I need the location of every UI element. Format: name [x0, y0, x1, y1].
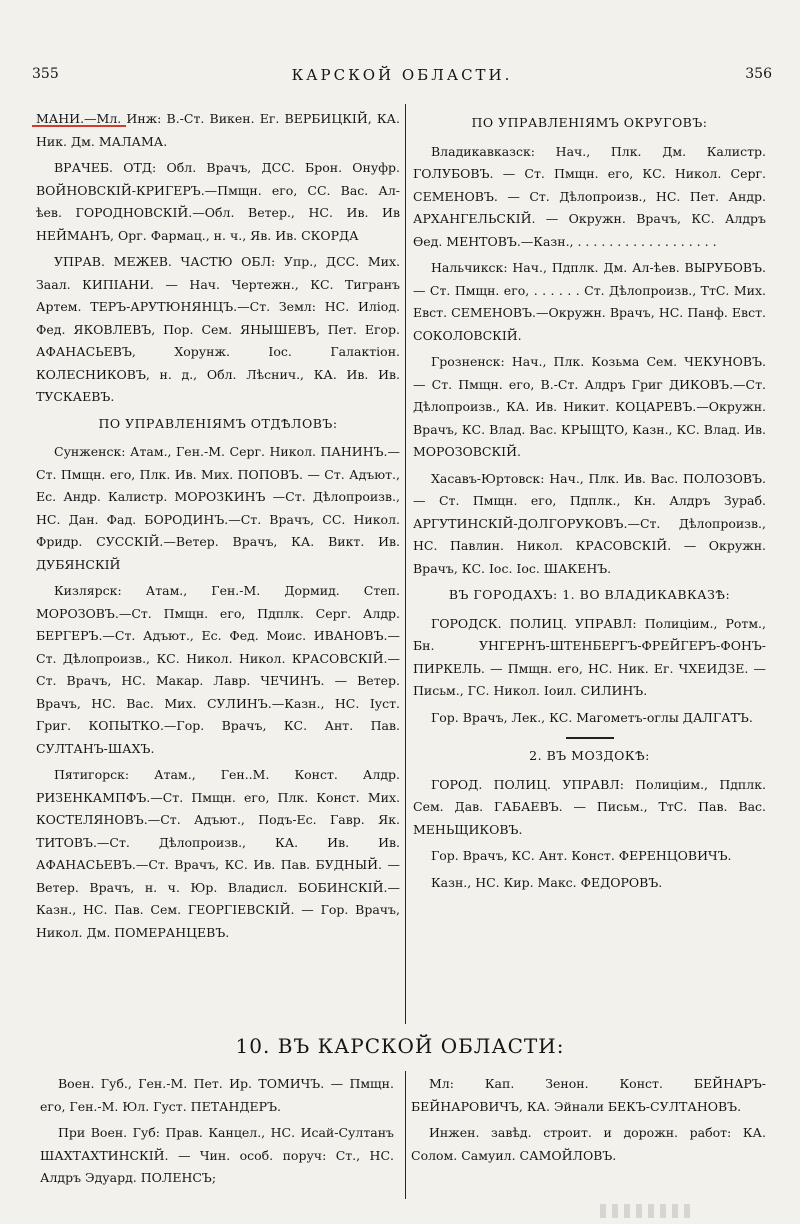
- page-number-right: 356: [745, 66, 772, 82]
- bottom-left-column: [40, 1073, 394, 1194]
- paragraph: МАНИ.—Мл. Инж: В.-Ст. Викен. Ег. ВЕРБИЦКІЙ, КА. Ник. Дм. МАЛАМА.: [36, 111, 400, 149]
- column-divider-bottom: [405, 1071, 406, 1199]
- running-title: КАРСКОЙ ОБЛАСТИ.: [291, 66, 513, 84]
- paragraph: Владикавказск: Нач., Плк. Дм. Калистр. ГОЛУБОВЪ. — Ст. Пмщн. его, КС. Никол. Серг. СЕМЕНОВЪ. — Ст. Дѣлопроизв., НС. Пет. Андр. АРХАНГЕЛЬСКІЙ. — Окружн. Врачъ, КС. Алдръ Ѳед. МЕНТОВЪ.—Казн., . . . . . . . . . . . . . . . . . .: [413, 143, 766, 249]
- paragraph: Сунженск: Атам., Ген.-М. Серг. Никол. ПАНИНЪ.—Ст. Пмщн. его, Плк. Ив. Мих. ПОПОВЪ. — Ст. Адъют., Ес. Андр. Калистр. МОРОЗКИНЪ —Ст. Дѣлопроизв., НС. Дан. Фад. БОРОДИНЪ.—Ст. Врачъ, СС. Никол. Фридр. СУССКІЙ.—Ветер. Врачъ, КА. Викт. Ив. ДУБЯНСКІЙ: [36, 444, 400, 572]
- paragraph: Хасавъ-Юртовск: Нач., Плк. Ив. Вас. ПОЛОЗОВЪ. — Ст. Пмщн. его, Пдплк., Кн. Алдръ Зураб. АРГУТИНСКІЙ-ДОЛГОРУКОВЪ.—Ст. Дѣлопроизв., НС. Павлин. Никол. КРАСОВСКІЙ. — Окружн. Врачъ, КС. Іос. Іос. ШАКЕНЪ.: [413, 470, 766, 576]
- bleed-through-marks: [600, 1204, 690, 1218]
- paragraph: Инжен. завѣд. строит. и дорожн. работ: КА. Солом. Самуил. САМОЙЛОВЪ.: [411, 1125, 766, 1163]
- section-heading: ПО УПРАВЛЕНІЯМЪ ОКРУГОВЪ:: [471, 115, 708, 130]
- paragraph: ГОРОД. ПОЛИЦ. УПРАВЛ: Полиціим., Пдплк. Сем. Дав. ГАБАЕВЪ. — Письм., ТтС. Пав. Вас. МЕНЬЩИКОВЪ.: [413, 776, 766, 837]
- section-heading: ПО УПРАВЛЕНІЯМЪ ОТДѢЛОВЪ:: [98, 415, 338, 431]
- right-column: [413, 108, 766, 898]
- paragraph: УПРАВ. МЕЖЕВ. ЧАСТЮ ОБЛ: Упр., ДСС. Мих. Заал. КИПІАНИ. — Нач. Чертежн., КС. Тигранъ Артем. ТЕРЪ-АРУТЮНЯНЦЪ.—Ст. Земл: НС. Иліод. Фед. ЯКОВЛЕВЪ, Пор. Сем. ЯНЫШЕВЪ, Пет. Егор. АФАНАСЬЕВЪ, Хорунж. Іос. Галактіон. КОЛЕСНИКОВЪ, н. д., Обл. Лѣснич., КА. Ив. Ив. ТУСКАЕВЪ.: [36, 254, 400, 404]
- paragraph: Гор. Врачъ, Лек., КС. Магометъ-оглы ДАЛГАТЪ.: [431, 709, 753, 725]
- paragraph: Гор. Врачъ, КС. Ант. Конст. ФЕРЕНЦОВИЧЪ.: [431, 848, 732, 863]
- page-header: [32, 66, 772, 88]
- paragraph: Казн., НС. Кир. Макс. ФЕДОРОВЪ.: [431, 874, 663, 890]
- bottom-right-column: [411, 1073, 766, 1171]
- section-heading: ВЪ ГОРОДАХЪ: 1. ВО ВЛАДИКАВКАЗѢ:: [448, 587, 731, 602]
- paragraph: Нальчикск: Нач., Пдплк. Дм. Ал-ѣев. ВЫРУБОВЪ. — Ст. Пмщн. его, . . . . . . Ст. Дѣлопроизв., ТтС. Мих. Евст. СЕМЕНОВЪ.—Окружн. Врачъ, НС. Панф. Евст. СОКОЛОВСКІЙ.: [413, 260, 766, 343]
- column-divider: [405, 104, 406, 1024]
- page-number-left: 355: [32, 66, 59, 82]
- paragraph: Мл: Кап. Зенон. Конст. БЕЙНАРЪ-БЕЙНАРОВИЧЪ, КА. Эйнали БЕКЪ-СУЛТАНОВЪ.: [411, 1076, 766, 1114]
- paragraph: Кизлярск: Атам., Ген.-М. Дормид. Степ. МОРОЗОВЪ.—Ст. Пмщн. его, Пдплк. Серг. Алдр. БЕРГЕРЪ.—Ст. Адъют., Ес. Фед. Моис. ИВАНОВЪ.—Ст. Дѣлопроизв., КС. Никол. Никол. КРАСОВСКІЙ.—Ст. Врачъ, НС. Макар. Лавр. ЧЕЧИНЪ. — Ветер. Врачъ, НС. Вас. Мих. СУЛИНЪ.—Казн., НС. Іуст. Григ. КОПЫТКО.—Гор. Врачъ, КС. Ант. Пав. СУЛТАНЪ-ШАХЪ.: [36, 583, 400, 756]
- paragraph: Воен. Губ., Ген.-М. Пет. Ир. ТОМИЧЪ. — Пмщн. его, Ген.-М. Юл. Густ. ПЕТАНДЕРЪ.: [40, 1076, 394, 1114]
- paragraph: Пятигорск: Атам., Ген..М. Конст. Алдр. РИЗЕНКАМПФЪ.—Ст. Пмщн. его, Плк. Конст. Мих. КОСТЕЛЯНОВЪ.—Ст. Адъют., Подъ-Ес. Гавр. Як. ТИТОВЪ.—Ст. Дѣлопроизв., КА. Ив. Ив. АФАНАСЬЕВЪ.—Ст. Врачъ, КС. Ив. Пав. БУДНЫЙ. — Ветер. Врачъ, н. ч. Юр. Владисл. БОБИНСКІЙ.—Казн., НС. Пав. Сем. ГЕОРГІЕВСКІЙ. — Гор. Врачъ, Никол. Дм. ПОМЕРАНЦЕВЪ.: [36, 767, 400, 940]
- paragraph: Грозненск: Нач., Плк. Козьма Сем. ЧЕКУНОВЪ. — Ст. Пмщн. его, В.-Ст. Алдръ Григ ДИКОВЪ.—Ст. Дѣлопроизв., КА. Ив. Никит. КОЦАРЕВЪ.—Окружн. Врачъ, КС. Влад. Вас. КРЫЩТО, Казн., КС. Влад. Ив. МОРОЗОВСКІЙ.: [413, 354, 766, 459]
- paragraph: ВРАЧЕБ. ОТД: Обл. Врачъ, ДСС. Брон. Онуфр. ВОЙНОВСКІЙ-КРИГЕРЪ.—Пмщн. его, СС. Вас. Ал-ѣев. ГОРОДНОВСКІЙ.—Обл. Ветер., НС. Ив. Ив НЕЙМАНЪ, Орг. Фармац., н. ч., Яв. Ив. СКОРДА: [36, 160, 400, 243]
- section-heading: 2. ВЪ МОЗДОКѢ:: [529, 748, 650, 763]
- paragraph: ГОРОДСК. ПОЛИЦ. УПРАВЛ: Полиціим., Ротм., Бн. УНГЕРНЪ-ШТЕНБЕРГЪ-ФРЕЙГЕРЪ-ФОНЪ-ПИРКЕЛЬ. — Пмщн. его, НС. Ник. Ег. ЧХЕИДЗЕ. — Письм., ГС. Никол. Іоил. СИЛИНЪ.: [413, 615, 766, 698]
- left-column: [36, 108, 400, 948]
- paragraph: При Воен. Губ: Прав. Канцел., НС. Исай-Султанъ ШАХТАХТИНСКІЙ. — Чин. особ. поруч: Ст., НС. Алдръ Эдуард. ПОЛЕНСЪ;: [40, 1125, 394, 1185]
- section-title: 10. ВЪ КАРСКОЙ ОБЛАСТИ:: [235, 1034, 565, 1058]
- short-rule: [566, 737, 614, 739]
